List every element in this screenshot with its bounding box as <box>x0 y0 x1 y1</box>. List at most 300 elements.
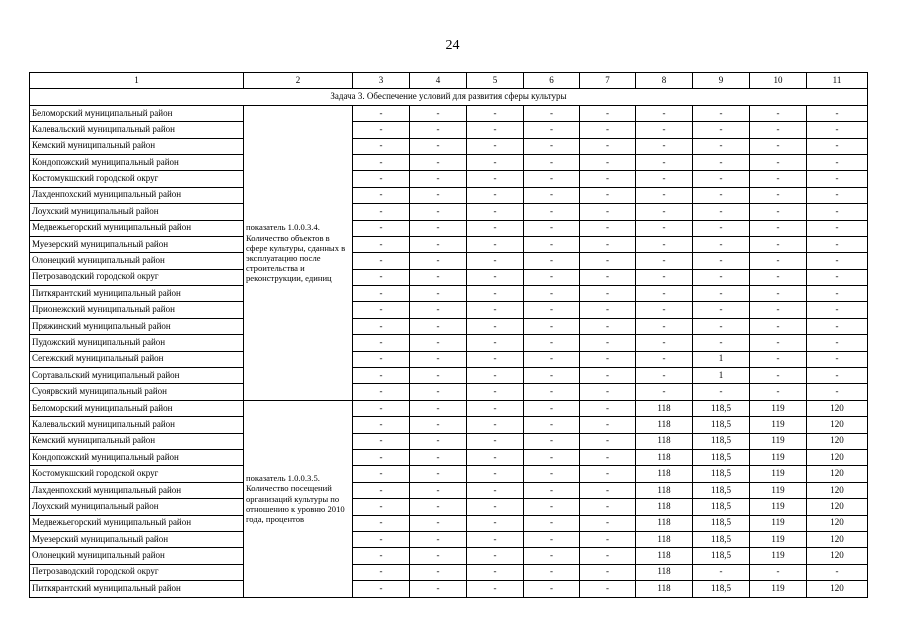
value-cell: - <box>410 318 467 334</box>
value-cell: - <box>750 236 807 252</box>
value-cell: - <box>693 236 750 252</box>
value-cell: - <box>807 286 868 302</box>
value-cell: - <box>524 466 580 482</box>
value-cell: - <box>353 236 410 252</box>
table-row <box>30 581 868 597</box>
region-name-cell: Медвежьегорский муниципальный район <box>30 515 244 531</box>
table-row <box>30 564 868 580</box>
value-cell: - <box>580 515 636 531</box>
table-body <box>30 73 868 598</box>
value-cell: 118 <box>636 499 693 515</box>
region-name-cell: Питкярантский муниципальный район <box>30 286 244 302</box>
value-cell: - <box>524 318 580 334</box>
region-name-cell: Пудожский муниципальный район <box>30 335 244 351</box>
table-row <box>30 236 868 252</box>
value-cell: - <box>580 122 636 138</box>
value-cell: - <box>467 368 524 384</box>
value-cell: - <box>410 253 467 269</box>
value-cell: 118,5 <box>693 433 750 449</box>
value-cell: - <box>353 449 410 465</box>
value-cell: - <box>750 154 807 170</box>
value-cell: 119 <box>750 417 807 433</box>
value-cell: - <box>807 335 868 351</box>
value-cell: - <box>750 351 807 367</box>
value-cell: - <box>410 384 467 400</box>
table-row <box>30 187 868 203</box>
value-cell: - <box>580 187 636 203</box>
value-cell: 118,5 <box>693 466 750 482</box>
indicators-table <box>29 72 868 598</box>
region-name-cell: Медвежьегорский муниципальный район <box>30 220 244 236</box>
value-cell: 118 <box>636 548 693 564</box>
value-cell: - <box>467 400 524 416</box>
region-name-cell: Олонецкий муниципальный район <box>30 253 244 269</box>
value-cell: - <box>353 515 410 531</box>
value-cell: 1 <box>693 368 750 384</box>
value-cell: 120 <box>807 400 868 416</box>
value-cell: - <box>636 384 693 400</box>
value-cell: - <box>353 286 410 302</box>
value-cell: - <box>693 105 750 121</box>
value-cell: - <box>750 122 807 138</box>
value-cell: - <box>636 351 693 367</box>
value-cell: - <box>693 269 750 285</box>
region-name-cell: Лоухский муниципальный район <box>30 499 244 515</box>
value-cell: - <box>353 302 410 318</box>
region-name-cell: Кондопожский муниципальный район <box>30 154 244 170</box>
region-name-cell: Калевальский муниципальный район <box>30 417 244 433</box>
column-number-cell: 6 <box>524 73 580 89</box>
column-number-cell: 4 <box>410 73 467 89</box>
value-cell: - <box>580 220 636 236</box>
table-row <box>30 515 868 531</box>
table-row <box>30 105 868 121</box>
value-cell: - <box>750 105 807 121</box>
table-row <box>30 384 868 400</box>
value-cell: - <box>807 204 868 220</box>
table-row <box>30 171 868 187</box>
value-cell: - <box>410 531 467 547</box>
value-cell: - <box>467 236 524 252</box>
value-cell: - <box>467 449 524 465</box>
value-cell: - <box>807 302 868 318</box>
value-cell: - <box>467 564 524 580</box>
value-cell: - <box>524 449 580 465</box>
value-cell: - <box>693 204 750 220</box>
value-cell: 118,5 <box>693 548 750 564</box>
value-cell: 118,5 <box>693 417 750 433</box>
region-name-cell: Беломорский муниципальный район <box>30 400 244 416</box>
value-cell: - <box>807 220 868 236</box>
value-cell: - <box>524 400 580 416</box>
value-cell: - <box>580 384 636 400</box>
value-cell: - <box>467 269 524 285</box>
value-cell: 118 <box>636 449 693 465</box>
value-cell: - <box>580 253 636 269</box>
value-cell: - <box>467 417 524 433</box>
table-row <box>30 482 868 498</box>
value-cell: 119 <box>750 466 807 482</box>
table-row <box>30 531 868 547</box>
value-cell: - <box>467 318 524 334</box>
value-cell: 118,5 <box>693 581 750 597</box>
value-cell: - <box>807 138 868 154</box>
value-cell: - <box>693 564 750 580</box>
value-cell: - <box>524 253 580 269</box>
region-name-cell: Калевальский муниципальный район <box>30 122 244 138</box>
value-cell: - <box>467 187 524 203</box>
value-cell: - <box>467 482 524 498</box>
value-cell: 120 <box>807 417 868 433</box>
value-cell: 118 <box>636 482 693 498</box>
value-cell: - <box>807 236 868 252</box>
table-row <box>30 466 868 482</box>
table-row <box>30 499 868 515</box>
value-cell: - <box>636 253 693 269</box>
value-cell: 120 <box>807 515 868 531</box>
value-cell: - <box>353 220 410 236</box>
value-cell: 118 <box>636 564 693 580</box>
value-cell: - <box>580 400 636 416</box>
indicator-label-cell: показатель 1.0.0.3.5. Количество посещений организаций культуры по отношению к уровню 2010 года, процентов <box>244 400 353 597</box>
value-cell: - <box>467 253 524 269</box>
value-cell: 119 <box>750 400 807 416</box>
value-cell: - <box>410 105 467 121</box>
column-number-cell: 2 <box>244 73 353 89</box>
column-number-cell: 5 <box>467 73 524 89</box>
value-cell: - <box>580 531 636 547</box>
value-cell: - <box>580 482 636 498</box>
value-cell: - <box>636 171 693 187</box>
value-cell: - <box>636 122 693 138</box>
value-cell: - <box>467 384 524 400</box>
value-cell: - <box>636 187 693 203</box>
value-cell: - <box>353 335 410 351</box>
value-cell: - <box>636 154 693 170</box>
value-cell: - <box>524 187 580 203</box>
value-cell: - <box>353 253 410 269</box>
value-cell: - <box>636 318 693 334</box>
value-cell: - <box>524 581 580 597</box>
value-cell: - <box>750 253 807 269</box>
column-number-cell: 11 <box>807 73 868 89</box>
value-cell: - <box>693 138 750 154</box>
value-cell: - <box>693 335 750 351</box>
value-cell: - <box>524 269 580 285</box>
value-cell: - <box>580 302 636 318</box>
value-cell: 119 <box>750 531 807 547</box>
value-cell: - <box>636 220 693 236</box>
value-cell: - <box>580 368 636 384</box>
value-cell: - <box>580 449 636 465</box>
value-cell: - <box>807 253 868 269</box>
value-cell: 120 <box>807 482 868 498</box>
value-cell: - <box>467 302 524 318</box>
value-cell: - <box>410 433 467 449</box>
value-cell: - <box>636 105 693 121</box>
value-cell: - <box>467 286 524 302</box>
value-cell: - <box>410 581 467 597</box>
value-cell: - <box>353 204 410 220</box>
value-cell: - <box>524 171 580 187</box>
value-cell: - <box>524 548 580 564</box>
value-cell: - <box>750 318 807 334</box>
value-cell: - <box>467 335 524 351</box>
value-cell: - <box>524 368 580 384</box>
value-cell: 119 <box>750 515 807 531</box>
value-cell: - <box>410 204 467 220</box>
value-cell: - <box>467 171 524 187</box>
value-cell: - <box>693 384 750 400</box>
value-cell: - <box>580 351 636 367</box>
value-cell: - <box>750 171 807 187</box>
value-cell: - <box>636 368 693 384</box>
value-cell: - <box>353 466 410 482</box>
task-title: Задача 3. Обеспечение условий для развития сферы культуры <box>30 89 868 105</box>
table-row <box>30 368 868 384</box>
table-row <box>30 433 868 449</box>
table-row <box>30 335 868 351</box>
value-cell: - <box>580 269 636 285</box>
value-cell: - <box>353 499 410 515</box>
value-cell: 118,5 <box>693 482 750 498</box>
table-row <box>30 417 868 433</box>
value-cell: - <box>410 154 467 170</box>
value-cell: - <box>524 220 580 236</box>
value-cell: - <box>580 171 636 187</box>
value-cell: - <box>750 384 807 400</box>
value-cell: - <box>467 122 524 138</box>
value-cell: - <box>353 368 410 384</box>
value-cell: - <box>410 171 467 187</box>
value-cell: - <box>807 187 868 203</box>
value-cell: - <box>410 286 467 302</box>
value-cell: - <box>807 122 868 138</box>
value-cell: - <box>353 187 410 203</box>
value-cell: - <box>524 122 580 138</box>
task-title-row <box>30 89 868 105</box>
value-cell: - <box>750 286 807 302</box>
region-name-cell: Пряжинский муниципальный район <box>30 318 244 334</box>
value-cell: - <box>807 351 868 367</box>
value-cell: 120 <box>807 449 868 465</box>
value-cell: - <box>353 548 410 564</box>
value-cell: - <box>524 564 580 580</box>
value-cell: - <box>410 236 467 252</box>
value-cell: - <box>750 204 807 220</box>
value-cell: - <box>524 531 580 547</box>
page-number: 24 <box>445 38 460 53</box>
value-cell: - <box>807 171 868 187</box>
value-cell: - <box>693 302 750 318</box>
value-cell: 118,5 <box>693 531 750 547</box>
table-row <box>30 154 868 170</box>
value-cell: - <box>410 368 467 384</box>
value-cell: 118,5 <box>693 499 750 515</box>
value-cell: 118,5 <box>693 449 750 465</box>
table-row <box>30 400 868 416</box>
value-cell: 120 <box>807 531 868 547</box>
value-cell: - <box>410 187 467 203</box>
table-row <box>30 204 868 220</box>
value-cell: - <box>580 286 636 302</box>
table-row <box>30 122 868 138</box>
value-cell: - <box>580 105 636 121</box>
value-cell: - <box>580 335 636 351</box>
region-name-cell: Муезерский муниципальный район <box>30 236 244 252</box>
region-name-cell: Кемский муниципальный район <box>30 433 244 449</box>
region-name-cell: Петрозаводский городской округ <box>30 269 244 285</box>
value-cell: - <box>693 154 750 170</box>
value-cell: - <box>467 154 524 170</box>
region-name-cell: Олонецкий муниципальный район <box>30 548 244 564</box>
value-cell: - <box>524 499 580 515</box>
value-cell: - <box>580 236 636 252</box>
value-cell: - <box>524 154 580 170</box>
value-cell: - <box>524 433 580 449</box>
value-cell: 119 <box>750 482 807 498</box>
value-cell: - <box>807 564 868 580</box>
value-cell: - <box>750 335 807 351</box>
value-cell: - <box>353 531 410 547</box>
value-cell: - <box>580 581 636 597</box>
value-cell: - <box>807 368 868 384</box>
value-cell: - <box>524 204 580 220</box>
value-cell: - <box>353 171 410 187</box>
value-cell: - <box>693 187 750 203</box>
value-cell: - <box>693 286 750 302</box>
value-cell: - <box>467 499 524 515</box>
value-cell: - <box>467 466 524 482</box>
value-cell: - <box>524 335 580 351</box>
region-name-cell: Беломорский муниципальный район <box>30 105 244 121</box>
value-cell: 119 <box>750 499 807 515</box>
value-cell: - <box>410 449 467 465</box>
value-cell: - <box>524 384 580 400</box>
value-cell: - <box>524 105 580 121</box>
value-cell: - <box>467 531 524 547</box>
value-cell: 1 <box>693 351 750 367</box>
value-cell: - <box>353 138 410 154</box>
value-cell: - <box>524 236 580 252</box>
value-cell: - <box>636 286 693 302</box>
value-cell: 119 <box>750 449 807 465</box>
value-cell: - <box>750 269 807 285</box>
region-name-cell: Суоярвский муниципальный район <box>30 384 244 400</box>
value-cell: - <box>636 269 693 285</box>
value-cell: - <box>693 122 750 138</box>
value-cell: 120 <box>807 581 868 597</box>
value-cell: - <box>410 564 467 580</box>
region-name-cell: Прионежский муниципальный район <box>30 302 244 318</box>
value-cell: - <box>750 368 807 384</box>
table-row <box>30 269 868 285</box>
value-cell: - <box>524 515 580 531</box>
value-cell: - <box>353 564 410 580</box>
value-cell: 119 <box>750 581 807 597</box>
value-cell: - <box>580 466 636 482</box>
value-cell: 118,5 <box>693 515 750 531</box>
value-cell: 118 <box>636 531 693 547</box>
value-cell: 120 <box>807 548 868 564</box>
value-cell: - <box>524 482 580 498</box>
region-name-cell: Петрозаводский городской округ <box>30 564 244 580</box>
value-cell: - <box>410 482 467 498</box>
region-name-cell: Костомукшский городской округ <box>30 466 244 482</box>
value-cell: - <box>807 269 868 285</box>
value-cell: - <box>693 318 750 334</box>
value-cell: - <box>524 286 580 302</box>
value-cell: - <box>580 318 636 334</box>
value-cell: - <box>467 138 524 154</box>
value-cell: - <box>353 417 410 433</box>
table-row <box>30 548 868 564</box>
value-cell: - <box>636 138 693 154</box>
value-cell: - <box>750 138 807 154</box>
value-cell: 120 <box>807 466 868 482</box>
value-cell: - <box>524 302 580 318</box>
value-cell: 120 <box>807 433 868 449</box>
column-number-cell: 10 <box>750 73 807 89</box>
table-row <box>30 449 868 465</box>
value-cell: 118 <box>636 581 693 597</box>
value-cell: - <box>636 335 693 351</box>
value-cell: - <box>353 154 410 170</box>
value-cell: - <box>410 138 467 154</box>
value-cell: - <box>636 302 693 318</box>
column-number-cell: 9 <box>693 73 750 89</box>
value-cell: - <box>636 204 693 220</box>
value-cell: 120 <box>807 499 868 515</box>
value-cell: - <box>467 105 524 121</box>
value-cell: - <box>353 433 410 449</box>
value-cell: - <box>580 433 636 449</box>
value-cell: 118 <box>636 400 693 416</box>
value-cell: - <box>807 384 868 400</box>
region-name-cell: Лахденпохский муниципальный район <box>30 187 244 203</box>
region-name-cell: Сегежский муниципальный район <box>30 351 244 367</box>
column-number-row <box>30 73 868 89</box>
value-cell: - <box>410 220 467 236</box>
value-cell: - <box>580 499 636 515</box>
table-row <box>30 302 868 318</box>
column-number-cell: 1 <box>30 73 244 89</box>
value-cell: - <box>524 417 580 433</box>
region-name-cell: Костомукшский городской округ <box>30 171 244 187</box>
value-cell: - <box>353 581 410 597</box>
region-name-cell: Кемский муниципальный район <box>30 138 244 154</box>
region-name-cell: Лахденпохский муниципальный район <box>30 482 244 498</box>
value-cell: - <box>353 105 410 121</box>
column-number-cell: 8 <box>636 73 693 89</box>
value-cell: - <box>807 154 868 170</box>
value-cell: - <box>636 236 693 252</box>
region-name-cell: Сортавальский муниципальный район <box>30 368 244 384</box>
value-cell: - <box>693 171 750 187</box>
table-row <box>30 286 868 302</box>
value-cell: - <box>467 351 524 367</box>
value-cell: - <box>580 548 636 564</box>
value-cell: - <box>410 417 467 433</box>
value-cell: - <box>353 122 410 138</box>
value-cell: - <box>750 187 807 203</box>
value-cell: 118,5 <box>693 400 750 416</box>
column-number-cell: 3 <box>353 73 410 89</box>
value-cell: - <box>410 466 467 482</box>
value-cell: - <box>580 138 636 154</box>
value-cell: - <box>580 417 636 433</box>
value-cell: - <box>524 138 580 154</box>
